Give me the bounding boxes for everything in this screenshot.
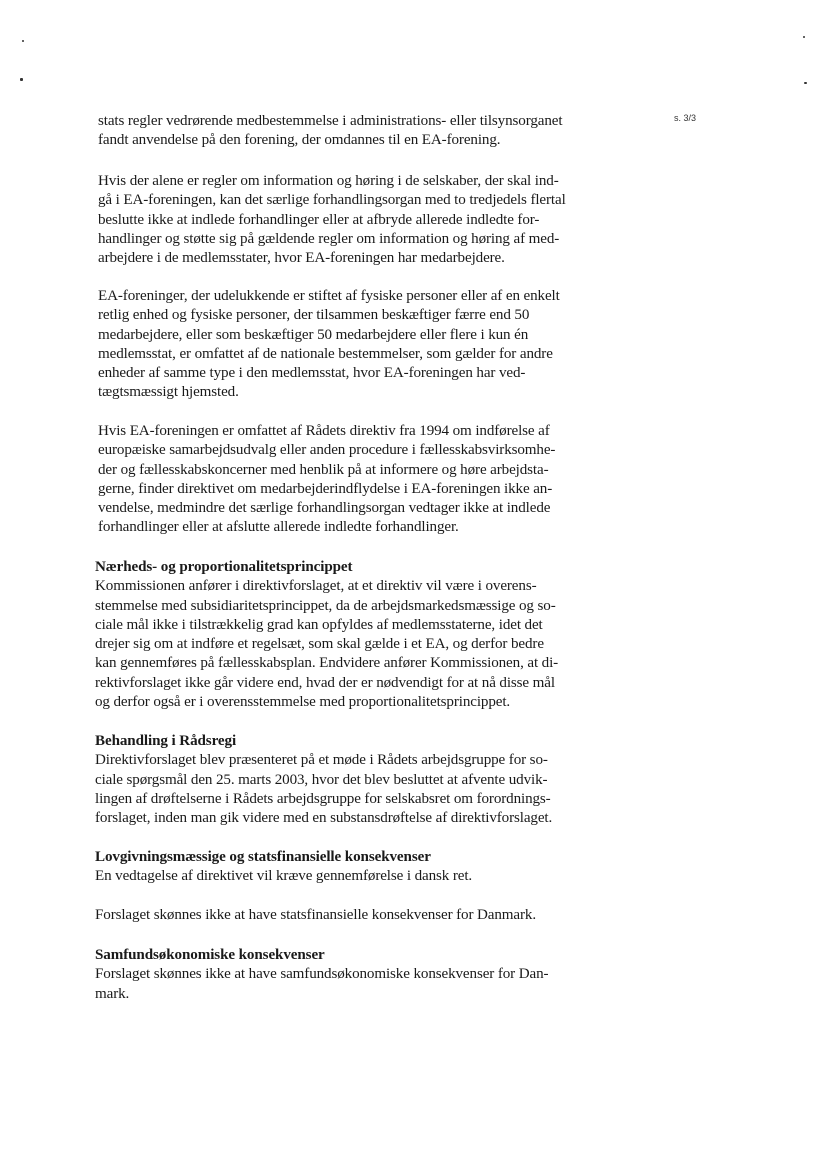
- text-line: lingen af drøftelserne i Rådets arbejdsgruppe for selskabsret om forordnings-: [95, 790, 551, 807]
- text-line: EA-foreninger, der udelukkende er stiftet af fysiske personer eller af en enkelt: [98, 288, 560, 304]
- text-line: handlinger og støtte sig på gældende regler om information og høring af med-: [98, 230, 560, 247]
- text-line: ciale mål ikke i tilstrækkelig grad kan opfyldes af medlemsstaterne, idet det: [95, 616, 543, 633]
- scan-speck: [22, 40, 24, 42]
- text-line: Forslaget skønnes ikke at have statsfinansielle konsekvenser for Danmark.: [95, 907, 536, 923]
- text-line: En vedtagelse af direktivet vil kræve gennemførelse i dansk ret.: [95, 868, 473, 885]
- text-line: Kommissionen anfører i direktivforslaget, at et direktiv vil være i overens-: [95, 578, 537, 595]
- section-heading: Samfundsøkonomiske konsekvenser: [95, 947, 325, 963]
- text-line: der og fællesskabskoncerner med henblik på at informere og høre arbejdsta-: [98, 461, 549, 478]
- paragraph-continuation: [98, 112, 562, 151]
- section-heading: Nærheds- og proportionalitetsprincippet: [95, 559, 353, 575]
- text-line: ciale spørgsmål den 25. marts 2003, hvor det blev besluttet at afvente udvik-: [95, 771, 548, 788]
- text-line: forslaget, inden man gik videre med en substansdrøftelse af direktivforslaget.: [95, 810, 553, 827]
- text-line: rektivforslaget ikke går videre end, hvad der er nødvendigt for at nå disse mål: [95, 674, 555, 691]
- text-line: beslutte ikke at indlede forhandlinger eller at afbryde allerede indledte for-: [98, 211, 540, 228]
- text-line: Direktivforslaget blev præsenteret på et møde i Rådets arbejdsgruppe for so-: [95, 752, 548, 769]
- scan-speck: [804, 82, 807, 84]
- section-legislative-consequences: [95, 848, 472, 887]
- scan-speck: [20, 78, 23, 81]
- text-line: enheder af samme type i den medlemsstat, hvor EA-foreningen har ved-: [98, 365, 526, 382]
- text-line: fandt anvendelse på den forening, der omdannes til en EA-forening.: [98, 132, 501, 149]
- page-number: s. 3/3: [674, 113, 697, 123]
- text-line: kan gennemføres på fællesskabsplan. Endvidere anfører Kommissionen, at di-: [95, 655, 559, 672]
- text-line: tægtsmæssigt hjemsted.: [98, 384, 239, 401]
- paragraph-small-associations: [98, 287, 560, 403]
- section-economic-consequences: [95, 946, 548, 1004]
- text-line: forhandlinger eller at afslutte allerede indledte forhandlinger.: [98, 519, 459, 536]
- text-line: stats regler vedrørende medbestemmelse i administrations- eller tilsynsorganet: [98, 113, 563, 129]
- paragraph-information-hearing: [98, 172, 566, 268]
- text-line: drejer sig om at indføre et regelsæt, som skal gælde i et EA, og derfor bedre: [95, 636, 544, 653]
- text-line: Hvis der alene er regler om information og høring i de selskaber, der skal ind-: [98, 173, 559, 189]
- text-line: og derfor også er i overensstemmelse med proportionalitetsprincippet.: [95, 694, 511, 711]
- text-line: arbejdere i de medlemsstater, hvor EA-foreningen har medarbejdere.: [98, 250, 505, 267]
- section-council-handling: [95, 732, 552, 828]
- text-line: stemmelse med subsidiaritetsprincippet, da de arbejdsmarkedsmæssige og so-: [95, 597, 556, 614]
- section-heading: Behandling i Rådsregi: [95, 733, 237, 749]
- text-line: europæiske samarbejdsudvalg eller anden procedure i fællesskabsvirksomhe-: [98, 442, 556, 459]
- text-line: vendelse, medmindre det særlige forhandlingsorgan vedtager ikke at indlede: [98, 500, 551, 517]
- paragraph-works-council-directive: [98, 422, 555, 538]
- text-line: medlemsstat, er omfattet af de nationale bestemmelser, som gælder for andre: [98, 345, 553, 362]
- text-line: medarbejdere, eller som beskæftiger 50 medarbejdere eller flere i kun én: [98, 326, 529, 343]
- scan-speck: [803, 36, 805, 38]
- section-heading: Lovgivningsmæssige og statsfinansielle konsekvenser: [95, 849, 431, 865]
- section-subsidiarity: [95, 558, 558, 712]
- text-line: gerne, finder direktivet om medarbejderindflydelse i EA-foreningen ikke an-: [98, 480, 553, 497]
- paragraph-state-finance: [95, 906, 536, 925]
- text-line: Forslaget skønnes ikke at have samfundsøkonomiske konsekvenser for Dan-: [95, 966, 549, 983]
- text-line: retlig enhed og fysiske personer, der tilsammen beskæftiger færre end 50: [98, 307, 530, 324]
- text-line: Hvis EA-foreningen er omfattet af Rådets direktiv fra 1994 om indførelse af: [98, 423, 550, 439]
- text-line: gå i EA-foreningen, kan det særlige forhandlingsorgan med to tredjedels flertal: [98, 192, 566, 209]
- text-line: mark.: [95, 985, 130, 1002]
